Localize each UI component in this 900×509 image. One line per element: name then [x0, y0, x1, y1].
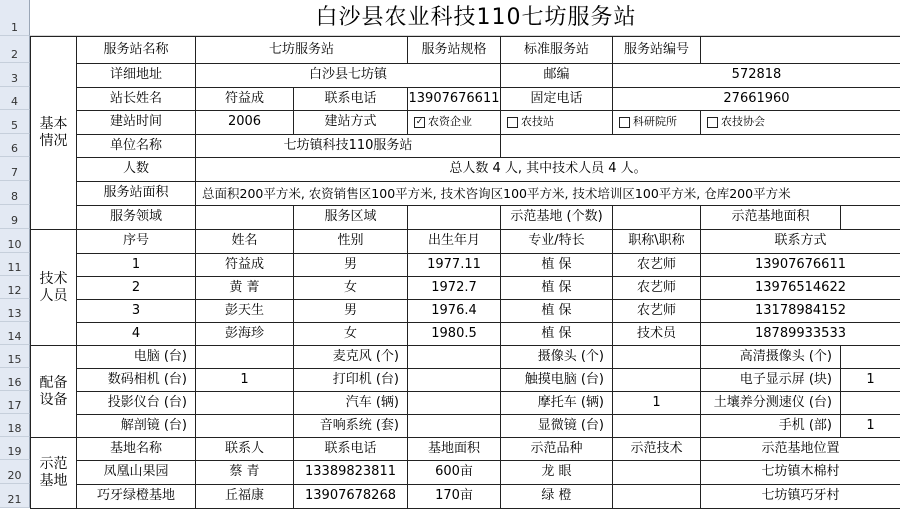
- label-people[interactable]: 人数: [76, 157, 196, 182]
- value-demo-base[interactable]: [612, 205, 701, 230]
- build-mode-option[interactable]: [612, 110, 701, 135]
- equip-label[interactable]: 触摸电脑 (台): [500, 368, 613, 392]
- demo-cell[interactable]: 龙 眼: [500, 460, 613, 485]
- demo-cell[interactable]: 绿 橙: [500, 484, 613, 509]
- section-label: 基本: [39, 116, 68, 133]
- equip-label[interactable]: 摄像头 (个): [500, 345, 613, 369]
- demo-cell[interactable]: 13389823811: [293, 460, 408, 485]
- tech-cell[interactable]: 2: [76, 276, 196, 300]
- label-phone[interactable]: 联系电话: [293, 87, 408, 111]
- value-built-time[interactable]: 2006: [195, 110, 294, 135]
- tech-cell[interactable]: 13907676611: [700, 253, 900, 277]
- tech-cell[interactable]: 1977.11: [407, 253, 501, 277]
- tech-header[interactable]: 专业/特长: [500, 229, 613, 254]
- label-postcode[interactable]: 邮编: [500, 63, 613, 88]
- row-number[interactable]: 2: [0, 36, 30, 63]
- label-demo-area[interactable]: 示范基地面积: [700, 205, 841, 230]
- row-number[interactable]: 11: [0, 253, 30, 276]
- section-label: 人员: [39, 287, 68, 304]
- row-number[interactable]: 18: [0, 414, 30, 437]
- build-mode-label: 农技站: [521, 115, 554, 129]
- section-basic[interactable]: [30, 36, 77, 230]
- value-manager[interactable]: 符益成: [195, 87, 294, 111]
- section-label: 示范: [39, 456, 68, 473]
- row-number[interactable]: 1: [0, 0, 30, 36]
- section-label: 技术: [39, 270, 68, 287]
- tech-header[interactable]: 性别: [293, 229, 408, 254]
- demo-cell[interactable]: 170亩: [407, 484, 501, 509]
- row-number[interactable]: 9: [0, 205, 30, 229]
- build-mode-label: 农资企业: [428, 115, 472, 129]
- build-mode-checkbox[interactable]: [707, 116, 765, 128]
- tech-header[interactable]: 职称\职称: [612, 229, 701, 254]
- label-field[interactable]: 服务领域: [76, 205, 196, 230]
- tech-cell[interactable]: 彭海珍: [195, 322, 294, 346]
- row-number[interactable]: 8: [0, 181, 30, 205]
- tech-cell[interactable]: 植 保: [500, 299, 613, 323]
- build-mode-checkbox[interactable]: [414, 116, 472, 128]
- check-icon[interactable]: ✓: [415, 117, 424, 127]
- demo-cell[interactable]: [612, 460, 701, 485]
- equip-count[interactable]: 1: [840, 368, 900, 392]
- row-number[interactable]: 15: [0, 345, 30, 368]
- build-mode-option[interactable]: [407, 110, 501, 135]
- tech-cell[interactable]: 黄 菁: [195, 276, 294, 300]
- equip-count[interactable]: [195, 345, 294, 369]
- equip-count[interactable]: 1: [612, 391, 701, 415]
- tech-cell[interactable]: 18789933533: [700, 322, 900, 346]
- demo-cell[interactable]: 丘福康: [195, 484, 294, 509]
- checkbox-icon[interactable]: [707, 117, 718, 128]
- tech-header[interactable]: 序号: [76, 229, 196, 254]
- tech-cell[interactable]: 农艺师: [612, 276, 701, 300]
- value-fixed-phone[interactable]: 27661960: [612, 87, 900, 111]
- demo-header[interactable]: 示范品种: [500, 437, 613, 461]
- tech-cell[interactable]: 4: [76, 322, 196, 346]
- equip-label[interactable]: 投影仪台 (台): [76, 391, 196, 415]
- demo-cell[interactable]: 七坊镇木棉村: [700, 460, 900, 485]
- section-label: 设备: [39, 391, 68, 408]
- tech-cell[interactable]: 技术员: [612, 322, 701, 346]
- demo-header[interactable]: 基地名称: [76, 437, 196, 461]
- tech-cell[interactable]: 农艺师: [612, 299, 701, 323]
- tech-cell[interactable]: 女: [293, 322, 408, 346]
- tech-header[interactable]: 联系方式: [700, 229, 900, 254]
- demo-header[interactable]: 联系人: [195, 437, 294, 461]
- sheet-title[interactable]: 白沙县农业科技110七坊服务站: [315, 4, 637, 30]
- demo-cell[interactable]: 凤凰山果园: [76, 460, 196, 485]
- label-fixed-phone[interactable]: 固定电话: [500, 87, 613, 111]
- equip-count[interactable]: [612, 345, 701, 369]
- label-region[interactable]: 服务区域: [293, 205, 408, 230]
- equip-label[interactable]: 摩托车 (辆): [500, 391, 613, 415]
- section-equip[interactable]: [30, 345, 77, 438]
- value-demo-area[interactable]: [840, 205, 900, 230]
- demo-header[interactable]: 示范基地位置: [700, 437, 900, 461]
- label-address[interactable]: 详细地址: [76, 63, 196, 88]
- demo-cell[interactable]: [612, 484, 701, 509]
- equip-count[interactable]: [407, 368, 501, 392]
- tech-cell[interactable]: 植 保: [500, 322, 613, 346]
- label-built-time[interactable]: 建站时间: [76, 110, 196, 135]
- equip-label[interactable]: 麦克风 (个): [293, 345, 408, 369]
- tech-header[interactable]: 姓名: [195, 229, 294, 254]
- build-mode-checkbox[interactable]: [619, 116, 677, 128]
- equip-label[interactable]: 土壤养分测速仪 (台): [700, 391, 841, 415]
- equip-count[interactable]: [407, 414, 501, 438]
- equip-count[interactable]: [840, 345, 900, 369]
- value-area[interactable]: 总面积200平方米, 农资销售区100平方米, 技术咨询区100平方米, 技术培训区100平方米, 仓库200平方米: [195, 181, 900, 206]
- equip-count[interactable]: [840, 391, 900, 415]
- equip-count[interactable]: 1: [195, 368, 294, 392]
- row-number[interactable]: 16: [0, 368, 30, 391]
- tech-cell[interactable]: 彭天生: [195, 299, 294, 323]
- section-tech[interactable]: [30, 229, 77, 346]
- empty-cell[interactable]: [500, 134, 900, 158]
- equip-count[interactable]: 1: [840, 414, 900, 438]
- label-station-name[interactable]: 服务站名称: [76, 36, 196, 64]
- tech-cell[interactable]: 男: [293, 253, 408, 277]
- equip-label[interactable]: 汽车 (辆): [293, 391, 408, 415]
- label-manager[interactable]: 站长姓名: [76, 87, 196, 111]
- row-number[interactable]: 21: [0, 484, 30, 508]
- tech-cell[interactable]: 1972.7: [407, 276, 501, 300]
- equip-count[interactable]: [407, 391, 501, 415]
- row-number[interactable]: 10: [0, 229, 30, 253]
- value-region[interactable]: [407, 205, 501, 230]
- tech-cell[interactable]: 农艺师: [612, 253, 701, 277]
- equip-count[interactable]: [612, 368, 701, 392]
- row-number[interactable]: 5: [0, 110, 30, 134]
- value-phone[interactable]: 13907676611: [407, 87, 501, 111]
- equip-label[interactable]: 高清摄像头 (个): [700, 345, 841, 369]
- demo-cell[interactable]: 蔡 青: [195, 460, 294, 485]
- row-number[interactable]: 14: [0, 322, 30, 345]
- build-mode-checkbox[interactable]: [507, 116, 554, 128]
- build-mode-option[interactable]: [700, 110, 900, 135]
- label-station-no[interactable]: 服务站编号: [612, 36, 701, 64]
- label-area[interactable]: 服务站面积: [76, 181, 196, 206]
- tech-cell[interactable]: 1980.5: [407, 322, 501, 346]
- equip-count[interactable]: [612, 414, 701, 438]
- section-label: 基地: [39, 473, 68, 489]
- equip-label[interactable]: 音响系统 (套): [293, 414, 408, 438]
- tech-cell[interactable]: 植 保: [500, 276, 613, 300]
- tech-cell[interactable]: 女: [293, 276, 408, 300]
- value-postcode[interactable]: 572818: [612, 63, 900, 88]
- demo-header[interactable]: 示范技术: [612, 437, 701, 461]
- equip-label[interactable]: 打印机 (台): [293, 368, 408, 392]
- tech-cell[interactable]: 男: [293, 299, 408, 323]
- tech-cell[interactable]: 13976514622: [700, 276, 900, 300]
- value-station-spec[interactable]: 标准服务站: [500, 36, 613, 64]
- tech-cell[interactable]: 1: [76, 253, 196, 277]
- value-station-name[interactable]: 七坊服务站: [195, 36, 408, 64]
- section-label: 配备: [39, 374, 68, 391]
- tech-cell[interactable]: 植 保: [500, 253, 613, 277]
- checkbox-icon[interactable]: [507, 117, 518, 128]
- label-demo-base[interactable]: 示范基地 (个数): [500, 205, 613, 230]
- tech-cell[interactable]: 1976.4: [407, 299, 501, 323]
- value-address[interactable]: 白沙县七坊镇: [195, 63, 501, 88]
- row-number[interactable]: 4: [0, 87, 30, 110]
- build-mode-label: 科研院所: [633, 115, 677, 129]
- build-mode-option[interactable]: [500, 110, 613, 135]
- equip-label[interactable]: 数码相机 (台): [76, 368, 196, 392]
- value-unit[interactable]: 七坊镇科技110服务站: [195, 134, 501, 158]
- equip-label[interactable]: 电子显示屏 (块): [700, 368, 841, 392]
- demo-cell[interactable]: 七坊镇巧牙村: [700, 484, 900, 509]
- row-number[interactable]: 7: [0, 157, 30, 181]
- equip-count[interactable]: [195, 391, 294, 415]
- row-number[interactable]: 17: [0, 391, 30, 414]
- equip-label[interactable]: 电脑 (台): [76, 345, 196, 369]
- value-people[interactable]: 总人数 4 人, 其中技术人员 4 人。: [195, 157, 900, 182]
- label-build-mode[interactable]: 建站方式: [293, 110, 408, 135]
- build-mode-label: 农技协会: [721, 115, 765, 129]
- tech-cell[interactable]: 13178984152: [700, 299, 900, 323]
- value-field[interactable]: [195, 205, 294, 230]
- demo-cell[interactable]: 巧牙绿橙基地: [76, 484, 196, 509]
- equip-count[interactable]: [407, 345, 501, 369]
- label-station-spec[interactable]: 服务站规格: [407, 36, 501, 64]
- label-unit[interactable]: 单位名称: [76, 134, 196, 158]
- row-number[interactable]: 3: [0, 63, 30, 87]
- section-label: 情况: [39, 133, 68, 149]
- row-number[interactable]: 19: [0, 437, 30, 460]
- equip-label[interactable]: 显微镜 (台): [500, 414, 613, 438]
- row-number[interactable]: 6: [0, 134, 30, 157]
- equip-label[interactable]: 手机 (部): [700, 414, 841, 438]
- row-number[interactable]: 12: [0, 276, 30, 299]
- equip-count[interactable]: [195, 414, 294, 438]
- value-station-no[interactable]: [700, 36, 900, 64]
- tech-cell[interactable]: 符益成: [195, 253, 294, 277]
- tech-cell[interactable]: 3: [76, 299, 196, 323]
- equip-label[interactable]: 解剖镜 (台): [76, 414, 196, 438]
- row-number[interactable]: 13: [0, 299, 30, 322]
- demo-header[interactable]: 基地面积: [407, 437, 501, 461]
- tech-header[interactable]: 出生年月: [407, 229, 501, 254]
- checkbox-icon[interactable]: [619, 117, 630, 128]
- section-demo[interactable]: [30, 437, 77, 509]
- demo-cell[interactable]: 600亩: [407, 460, 501, 485]
- demo-header[interactable]: 联系电话: [293, 437, 408, 461]
- demo-cell[interactable]: 13907678268: [293, 484, 408, 509]
- row-number[interactable]: 20: [0, 460, 30, 484]
